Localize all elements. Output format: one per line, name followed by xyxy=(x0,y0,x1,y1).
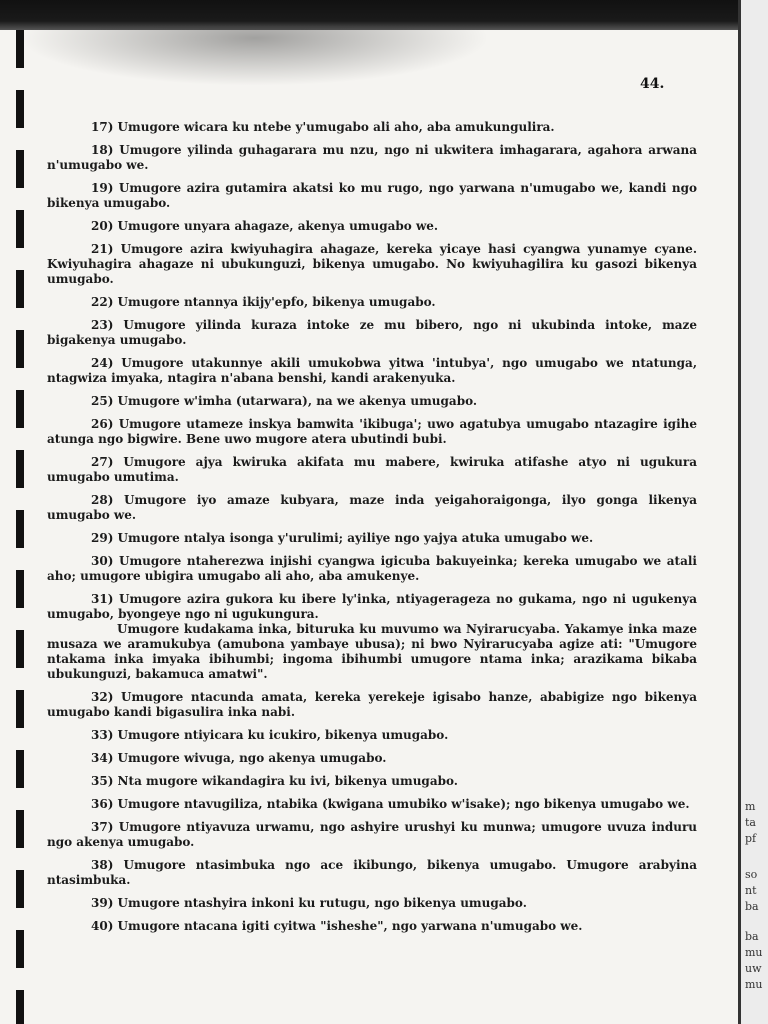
paragraph-40: 40) Umugore ntacana igiti cyitwa "isheshe", ngo yarwana n'umugabo we. xyxy=(91,919,583,933)
adjacent-page-fragment: m xyxy=(745,800,756,813)
paragraph-21: 21) Umugore azira kwiyuhagira ahagaze, kereka yicaye hasi cyangwa yunamye cyane. Kwiyuhagira ahagaze ni ubukunguzi, bikenya umugabo. No kwiyuhagilira ku gasozi bikenya umugabo. xyxy=(47,242,697,286)
paragraph-32: 32) Umugore ntacunda amata, kereka yerekeje igisabo hanze, ababigize ngo bikenya umugabo kandi bigasulira inka nabi. xyxy=(47,690,697,719)
adjacent-page-fragment: ba xyxy=(745,930,759,943)
adjacent-page-fragment: ba xyxy=(745,900,759,913)
binding-marks xyxy=(16,30,24,1024)
paragraph-36: 36) Umugore ntavugiliza, ntabika (kwigana umubiko w'isake); ngo bikenya umugabo we. xyxy=(91,797,690,811)
paragraph-20: 20) Umugore unyara ahagaze, akenya umugabo we. xyxy=(91,219,439,233)
paragraph-27: 27) Umugore ajya kwiruka akifata mu mabere, kwiruka atifashe atyo ni ugukura umugabo umutima. xyxy=(47,455,697,484)
paragraph-29: 29) Umugore ntalya isonga y'urulimi; ayiliye ngo yajya atuka umugabo we. xyxy=(91,531,594,545)
paragraph-30: 30) Umugore ntaherezwa injishi cyangwa igicuba bakuyeinka; kereka umugabo we atali aho; umugore ubigira umugabo ali aho, aba amukenye. xyxy=(47,554,697,583)
paragraph-19: 19) Umugore azira gutamira akatsi ko mu rugo, ngo yarwana n'umugabo we, kandi ngo bikenya umugabo. xyxy=(47,181,697,210)
paragraph-35: 35) Nta mugore wikandagira ku ivi, bikenya umugabo. xyxy=(91,774,458,788)
adjacent-page-fragment: mu xyxy=(745,978,763,991)
paragraph-31-continued: Umugore kudakama inka, bituruka ku muvumo wa Nyirarucyaba. Yakamye inka maze musaza we aramukubya (amubona yambaye ubusa); ni bwo Nyirarucyaba agize ati: "Umugore ntakama inka imyaka ibihumbi; ingoma ibihumbi umugore ntama inka; arazikama bikaba ubukunguzi, bakamuca amatwi". xyxy=(47,622,697,681)
paragraph-38: 38) Umugore ntasimbuka ngo ace ikibungo, bikenya umugabo. Umugore arabyina ntasimbuka. xyxy=(47,858,697,887)
paragraph-17: 17) Umugore wicara ku ntebe y'umugabo ali aho, aba amukungulira. xyxy=(91,120,555,134)
adjacent-page-fragment: ta xyxy=(745,816,756,829)
paragraph-31: 31) Umugore azira gukora ku ibere ly'inka, ntiyagerageza no gukama, ngo ni ugukenya umugabo, byongeye ngo ni ugukungura. xyxy=(47,592,697,621)
body-text xyxy=(47,120,697,942)
page-number: 44. xyxy=(640,76,665,92)
adjacent-page-fragment: pf xyxy=(745,832,757,845)
paragraph-26: 26) Umugore utameze inskya bamwita 'ikibuga'; uwo agatubya umugabo ntazagire igihe atunga ngo bigwire. Bene uwo mugore atera ubutindi bubi. xyxy=(47,417,697,446)
paragraph-22: 22) Umugore ntannya ikijy'epfo, bikenya umugabo. xyxy=(91,295,436,309)
paragraph-28: 28) Umugore iyo amaze kubyara, maze inda yeigahoraigonga, ilyo gonga likenya umugabo we. xyxy=(47,493,697,522)
paragraph-18: 18) Umugore yilinda guhagarara mu nzu, ngo ni ukwitera imhagarara, agahora arwana n'umugabo we. xyxy=(47,143,697,172)
adjacent-page-fragment: so xyxy=(745,868,758,881)
adjacent-page-fragment: nt xyxy=(745,884,757,897)
paragraph-25: 25) Umugore w'imha (utarwara), na we akenya umugabo. xyxy=(91,394,478,408)
scan-smudge xyxy=(20,26,490,86)
adjacent-page-fragment: uw xyxy=(745,962,762,975)
paragraph-23: 23) Umugore yilinda kuraza intoke ze mu bibero, ngo ni ukubinda intoke, maze bigakenya umugabo. xyxy=(47,318,697,347)
adjacent-page-fragment: mu xyxy=(745,946,763,959)
paragraph-24: 24) Umugore utakunnye akili umukobwa yitwa 'intubya', ngo umugabo we ntatunga, ntagwiza imyaka, ntagira n'abana benshi, kandi arakenyuka. xyxy=(47,356,697,385)
paragraph-34: 34) Umugore wivuga, ngo akenya umugabo. xyxy=(91,751,387,765)
paragraph-37: 37) Umugore ntiyavuza urwamu, ngo ashyire urushyi ku munwa; umugore uvuza induru ngo akenya umugabo. xyxy=(47,820,697,849)
paragraph-39: 39) Umugore ntashyira inkoni ku rutugu, ngo bikenya umugabo. xyxy=(91,896,527,910)
paragraph-33: 33) Umugore ntiyicara ku icukiro, bikenya umugabo. xyxy=(91,728,449,742)
